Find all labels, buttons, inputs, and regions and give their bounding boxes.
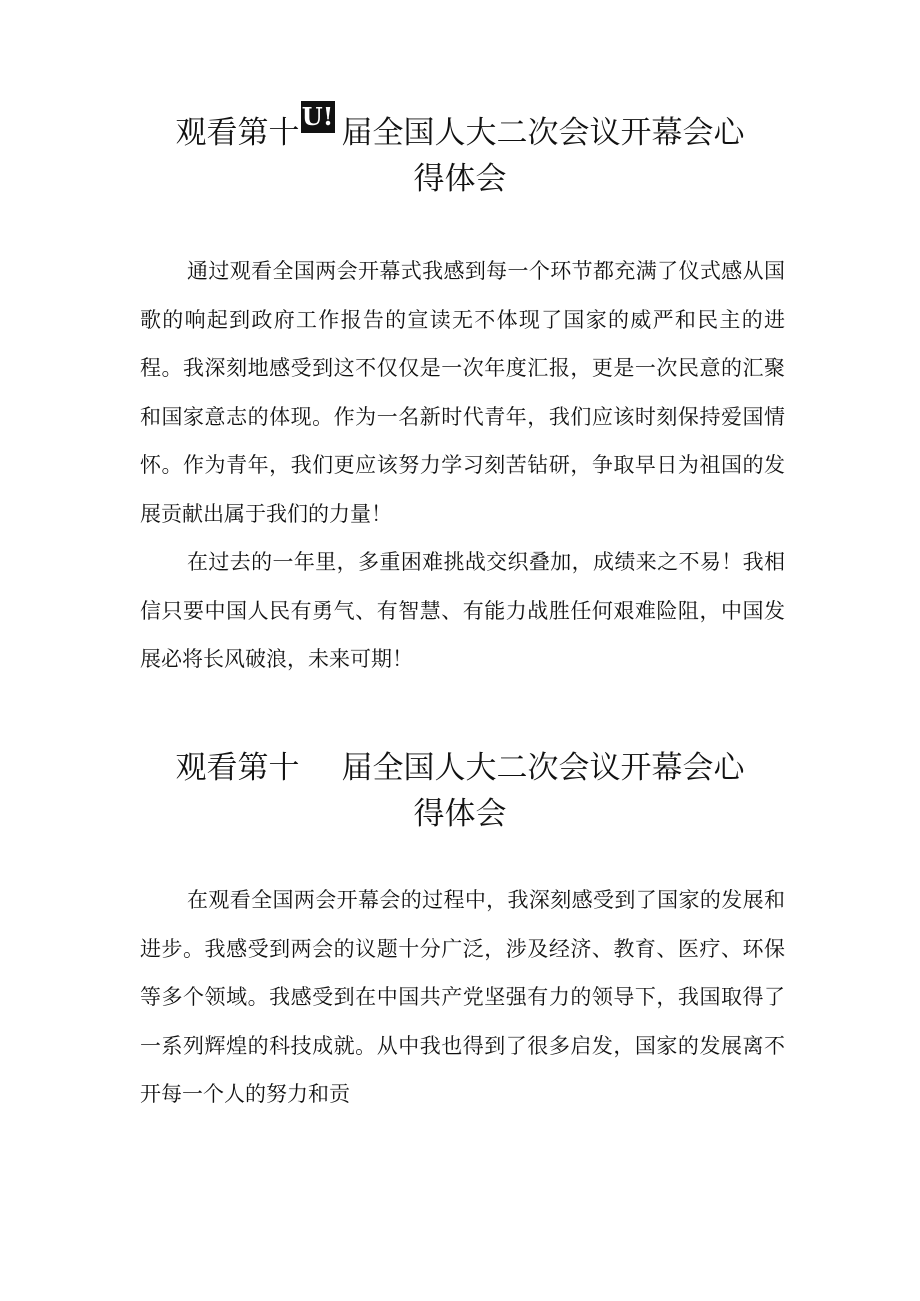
section1-title-line1 [0,102,920,156]
section2-title-part2: 届全国人大二次会议开幕会心 [341,750,745,786]
section2-body [140,876,785,1119]
section1-body [140,247,785,684]
section1-paragraph-1: 通过观看全国两会开幕式我感到每一个环节都充满了仪式感从国歌的响起到政府工作报告的宣读无不体现了国家的威严和民主的进程。我深刻地感受到这不仅仅是一次年度汇报，更是一次民意的汇聚和国家意志的体现。作为一名新时代青年，我们应该时刻保持爱国情怀。作为青年，我们更应该努力学习刻苦钻研，争取早日为祖国的发展贡献出属于我们的力量！ [140,259,785,526]
section2-title-line2: 得体会 [413,796,507,832]
section2-title-gap [300,748,342,782]
section1-title-part1: 观看第十 [175,115,300,151]
section2-paragraph-1: 在观看全国两会开幕会的过程中，我深刻感受到了国家的发展和进步。我感受到两会的议题十分广泛，涉及经济、教育、医疗、环保等多个领域。我感受到在中国共产党坚强有力的领导下，我国取得了一系列辉煌的科技成就。从中我也得到了很多启发，国家的发展离不开每一个人的努力和贡 [140,888,785,1106]
section1-title-gap [300,102,342,147]
section1-paragraph-2: 在过去的一年里，多重困难挑战交织叠加，成绩来之不易！我相信只要中国人民有勇气、有智慧、有能力战胜任何艰难险阻，中国发展必将长风破浪，未来可期！ [140,550,785,671]
section1-title-part2: 届全国人大二次会议开幕会心 [341,115,745,151]
section2-title-part1: 观看第十 [175,750,300,786]
section2-title [0,745,920,837]
section2-title-line1 [0,745,920,791]
section1-title [0,102,920,202]
garbled-glyph-box: U! [301,102,334,131]
section1-title-line2: 得体会 [413,161,507,197]
